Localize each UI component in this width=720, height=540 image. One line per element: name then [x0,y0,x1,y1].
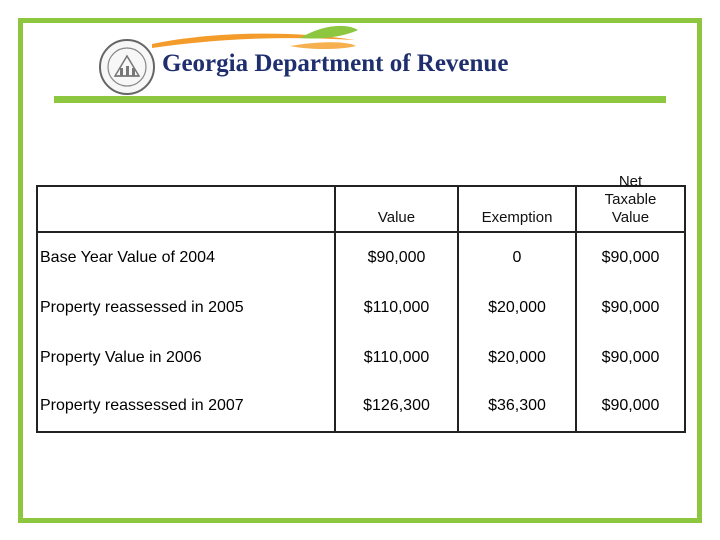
page-title: Georgia Department of Revenue [162,50,509,77]
row-label: Base Year Value of 2004 [40,249,215,266]
net-taxable-cell: $90,000 [601,249,660,266]
row-label: Property reassessed in 2007 [40,397,244,414]
row-label: Property Value in 2006 [40,349,202,366]
column-header-label [36,185,334,231]
table-row [36,333,686,383]
table-row [36,381,686,431]
table-row [36,283,686,333]
value-cell: $90,000 [367,249,426,266]
column-header-net-taxable-value: Net Taxable Value [604,173,657,226]
table-row [36,233,686,283]
net-taxable-cell: $90,000 [601,299,660,316]
header-divider [54,96,666,103]
exemption-cell: $20,000 [488,299,546,316]
column-header-value: Value [377,209,416,226]
column-header-exemption: Exemption [481,209,553,226]
row-label: Property reassessed in 2005 [40,299,244,316]
value-cell: $110,000 [363,299,430,316]
exemption-cell: 0 [512,249,522,266]
exemption-cell: $20,000 [488,349,546,366]
net-taxable-cell: $90,000 [601,349,660,366]
table-border-bottom [36,431,686,433]
tax-value-table [36,173,686,433]
value-cell: $110,000 [363,349,430,366]
net-taxable-cell: $90,000 [601,397,660,414]
value-cell: $126,300 [363,397,430,414]
exemption-cell: $36,300 [488,397,546,414]
state-seal-icon [98,38,156,96]
